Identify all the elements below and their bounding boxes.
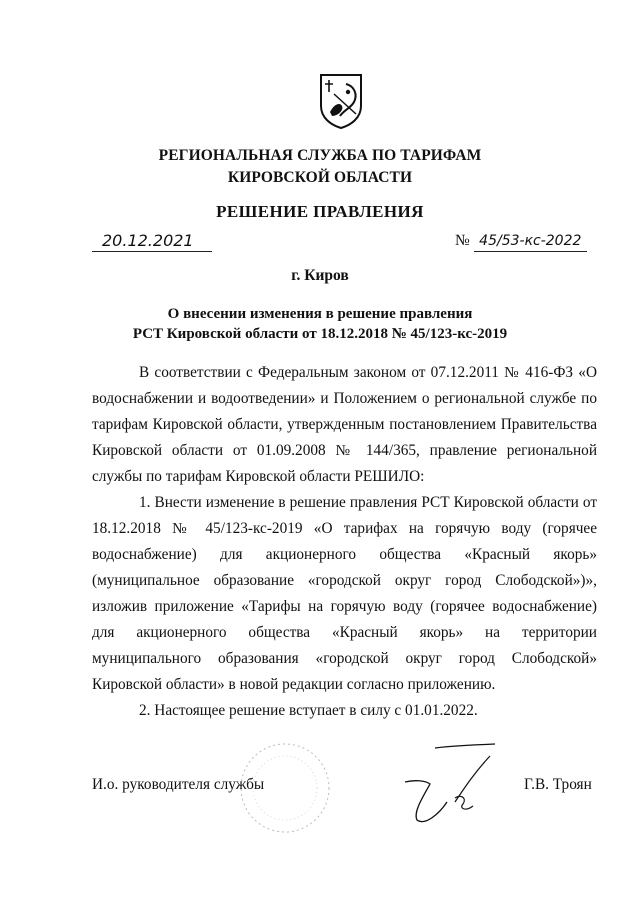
organization-name-line2: КИРОВСКОЙ ОБЛАСТИ [227, 169, 413, 186]
signatory-title: И.о. руководителя службы [92, 776, 265, 793]
subject-line1: О внесении изменения в решение правления [167, 306, 473, 322]
preamble-paragraph: В соответствии с Федеральным законом от 07.12.2011 № 416-ФЗ «О водоснабжении и водоотведении» и Положением о региональной службе по тарифам Кировской области, утвержденным постановлением Правительства Кировской области от 01.09.2008 № 144/365, правление региональной службы по тарифам Кировской области РЕШИЛО: [92, 364, 597, 485]
decision-date: 20.12.2021 [92, 231, 212, 252]
document-body [92, 360, 597, 724]
document-type-title: РЕШЕНИЕ ПРАВЛЕНИЯ [216, 202, 424, 221]
number-sign: № [455, 232, 470, 249]
signatory-name: Г.В. Троян [524, 776, 592, 793]
decision-number-field [455, 231, 595, 252]
decision-item-1: 1. Внести изменение в решение правления РСТ Кировской области от 18.12.2018 № 45/123-кс-2019 «О тарифах на горячую воду (горячее водоснабжение) для акционерного общества «Красный якорь» (муниципальное образование «городской округ город Слободской»)», изложив приложение «Тарифы на горячую воду (горячее водоснабжение) для акционерного общества «Красный якорь» на территории муниципального образования «городской округ город Слободской» Кировской области» в новой редакции согласно приложению. [92, 494, 597, 693]
subject-line2: РСТ Кировской области от 18.12.2018 № 45/123-кс-2019 [132, 326, 508, 342]
organization-name-line1: РЕГИОНАЛЬНАЯ СЛУЖБА ПО ТАРИФАМ [158, 147, 482, 164]
decision-number: 45/53-кс-2022 [474, 231, 587, 252]
handwritten-signature [395, 742, 510, 832]
coat-of-arms-emblem [318, 72, 364, 130]
city: г. Киров [291, 267, 349, 284]
decision-item-2: 2. Настоящее решение вступает в силу с 01.01.2022. [139, 702, 478, 719]
